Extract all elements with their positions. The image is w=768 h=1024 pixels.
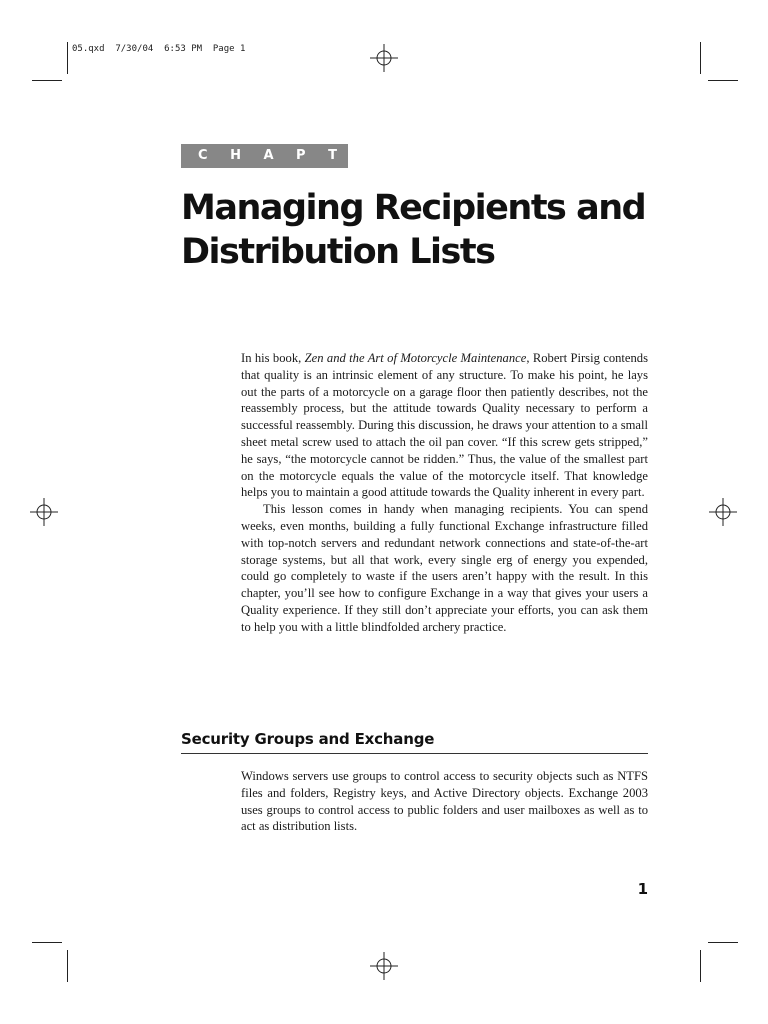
crop-mark-top-right-horizontal	[708, 80, 738, 81]
section-text	[241, 768, 648, 835]
registration-mark-bottom-icon	[370, 952, 398, 980]
registration-mark-right-icon	[709, 498, 737, 526]
chapter-title	[181, 186, 661, 274]
crop-mark-bottom-left-horizontal	[32, 942, 62, 943]
chapter-label: C H A P T E R 5	[181, 144, 348, 168]
registration-mark-top-icon	[370, 44, 398, 72]
print-slug-line: 05.qxd 7/30/04 6:53 PM Page 1	[72, 44, 246, 54]
crop-mark-top-left-horizontal	[32, 80, 62, 81]
crop-mark-bottom-right-horizontal	[708, 942, 738, 943]
intro-paragraph-1	[241, 350, 648, 501]
crop-mark-top-right-vertical	[700, 42, 701, 74]
page-number: 1	[637, 880, 648, 898]
crop-mark-bottom-right-vertical	[700, 950, 701, 982]
chapter-title-line-1: Managing Recipients and	[181, 188, 646, 228]
intro-p1-lead: In his book,	[241, 351, 305, 365]
chapter-title-line-2: Distribution Lists	[181, 232, 495, 272]
crop-mark-bottom-left-vertical	[67, 950, 68, 982]
section-paragraph-1: Windows servers use groups to control access to security objects such as NTFS files and folders, Registry keys, and Active Directory objects. Exchange 2003 uses groups to control access to public folders and user mailboxes as well as to act as distribution lists.	[241, 769, 648, 834]
section-heading: Security Groups and Exchange	[181, 729, 648, 754]
registration-mark-left-icon	[30, 498, 58, 526]
intro-text	[241, 350, 648, 636]
intro-p1-rest: , Robert Pirsig contends that quality is an intrinsic element of any structure. To make his point, he lays out the parts of a motorcycle on a garage floor then patiently describes, not the reassembly process, but the attitude towards Quality necessary to perform a successful reassembly. During this discussion, he draws your attention to a small sheet metal screw used to attach the oil pan cover. “If this screw gets stripped,” he says, “the motorcycle cannot be ridden.” Thus, the value of the smallest part on the motorcycle equals the value of the motorcycle itself. That knowledge helps you to maintain a good attitude towards the Quality inherent in every part.	[241, 351, 649, 500]
crop-mark-top-left-vertical	[67, 42, 68, 74]
book-title-italic: Zen and the Art of Motorcycle Maintenance	[304, 351, 527, 365]
intro-paragraph-2: This lesson comes in handy when managing recipients. You can spend weeks, even months, building a fully functional Exchange infrastructure filled with top-notch servers and redundant network connections and state-of-the-art storage systems, but all that work, every single erg of energy you expended, could go completely to waste if the users aren’t happy with the result. In this chapter, you’ll see how to configure Exchange in a way that gives your users a Quality experience. If they still don’t appreciate your efforts, you can ask them to help you with a little blindfolded archery practice.	[241, 502, 648, 634]
